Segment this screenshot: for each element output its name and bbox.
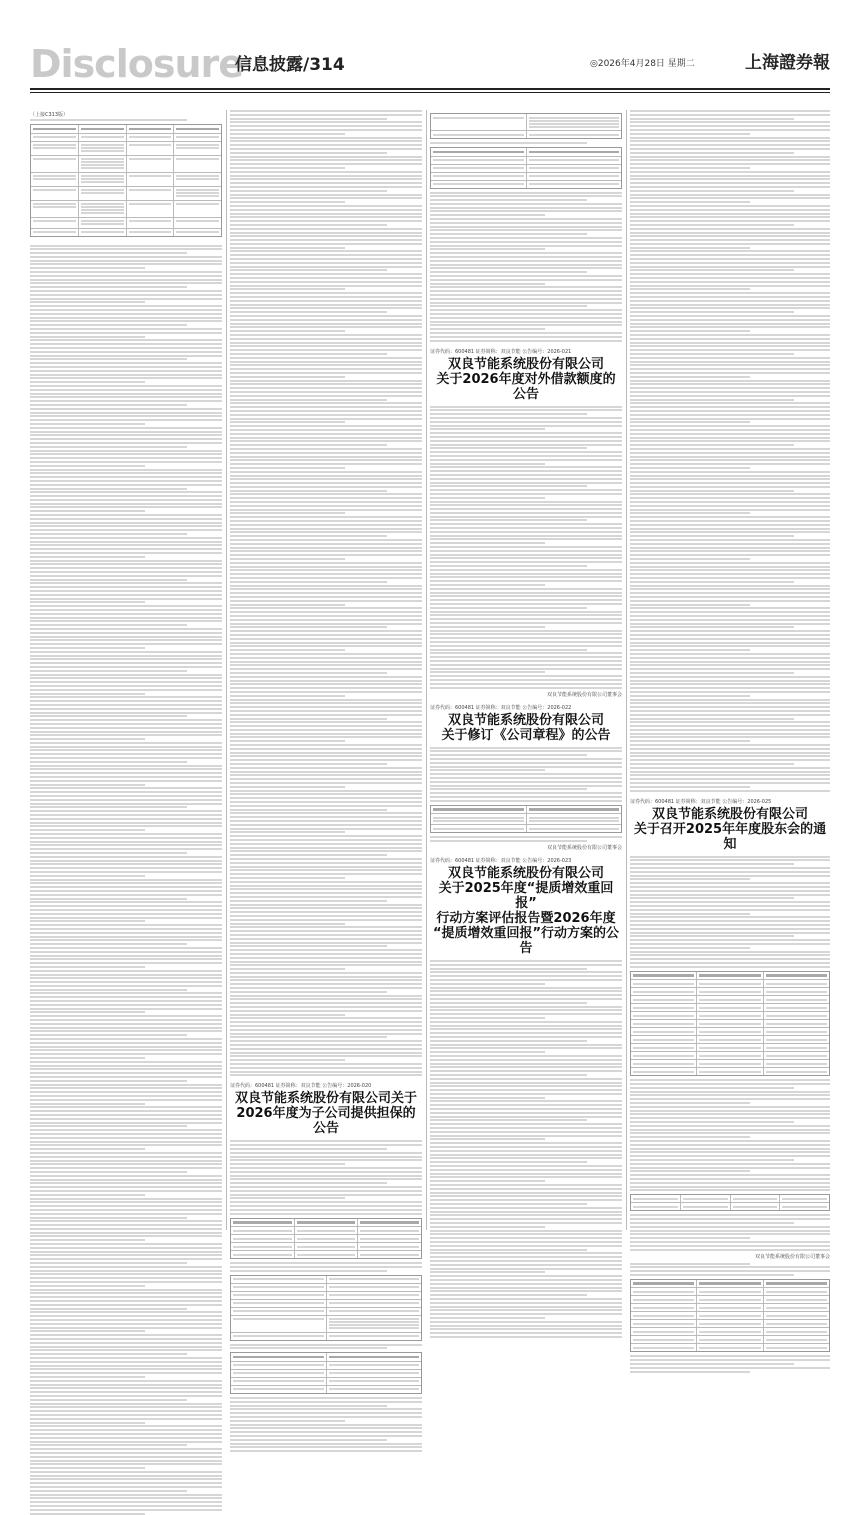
notice-loan-heading: [430, 348, 622, 402]
section-title: 信息披露/314: [235, 55, 345, 75]
notice-signature: 双良节能系统股份有限公司董事会: [546, 845, 622, 851]
guarantee-detail-table: [230, 1218, 422, 1260]
notice-codes: 证券代码：600481 证券简称：双良节能 公告编号：2026-020: [230, 1083, 372, 1090]
column-1: [30, 110, 222, 1230]
column-2: [230, 110, 422, 1230]
notice-title-line-2: 行动方案评估报告暨2026年度: [436, 911, 616, 926]
newspaper-name: 上海證券報: [745, 53, 830, 73]
notice-company: 双良节能系统股份有限公司: [651, 806, 808, 822]
notice-signature: 双良节能系统股份有限公司董事会: [754, 1253, 830, 1260]
continued-tag: （上接C313版）: [30, 112, 69, 118]
subsidiary-info-table: [230, 1275, 422, 1341]
column-divider: [426, 110, 427, 1230]
page-body: [30, 110, 830, 1260]
notice-company: 双良节能系统股份有限公司: [447, 866, 604, 881]
notice-meeting-heading: [630, 798, 830, 852]
edition-date: ◎2026年4月28日 星期二: [590, 59, 695, 69]
proxy-form-table: [630, 1279, 830, 1353]
brand-logo: Disclosure: [30, 42, 244, 86]
notice-title: 关于2026年度对外借款额度的公告: [436, 371, 616, 402]
notice-title: 关于修订《公司章程》的公告: [441, 727, 611, 743]
notice-codes: 证券代码：600481 证券简称：双良节能 公告编号：2026-021: [430, 348, 572, 355]
notice-guarantee-heading: [230, 1082, 422, 1136]
column-4: [630, 110, 830, 1260]
column-divider: [626, 110, 627, 1230]
resolutions-table: [630, 971, 830, 1077]
articles-table: [430, 805, 622, 834]
masthead-rule-thin: [30, 92, 830, 93]
voting-table: [630, 1194, 830, 1211]
top-info-table: [430, 113, 622, 139]
notice-title: 2026年度为子公司提供担保的公告: [236, 1106, 416, 1137]
notice-title-line-3: “提质增效重回报”行动方案的公告: [432, 926, 620, 956]
notice-codes: 证券代码：600481 证券简称：双良节能 公告编号：2026-025: [630, 798, 772, 805]
top-financial-table: [430, 147, 622, 189]
masthead-rule: [30, 88, 830, 90]
guarantee-table: [30, 124, 222, 237]
notice-signature: 双良节能系统股份有限公司董事会: [546, 691, 622, 698]
notice-action-plan-heading: [430, 857, 622, 956]
notice-company: 双良节能系统股份有限公司关于: [234, 1091, 417, 1107]
financial-table: [230, 1352, 422, 1394]
column-divider: [226, 110, 227, 1230]
notice-company: 双良节能系统股份有限公司: [447, 356, 604, 372]
notice-company: 双良节能系统股份有限公司: [447, 712, 604, 728]
notice-articles-heading: [430, 704, 622, 743]
masthead: [30, 40, 830, 88]
notice-title: 关于召开2025年年度股东会的通知: [633, 821, 827, 852]
column-3: [430, 110, 622, 1230]
notice-title-line-1: 关于2025年度“提质增效重回报”: [438, 881, 614, 911]
notice-codes: 证券代码：600481 证券简称：双良节能 公告编号：2026-023: [430, 858, 572, 864]
notice-codes: 证券代码：600481 证券简称：双良节能 公告编号：2026-022: [430, 704, 572, 711]
